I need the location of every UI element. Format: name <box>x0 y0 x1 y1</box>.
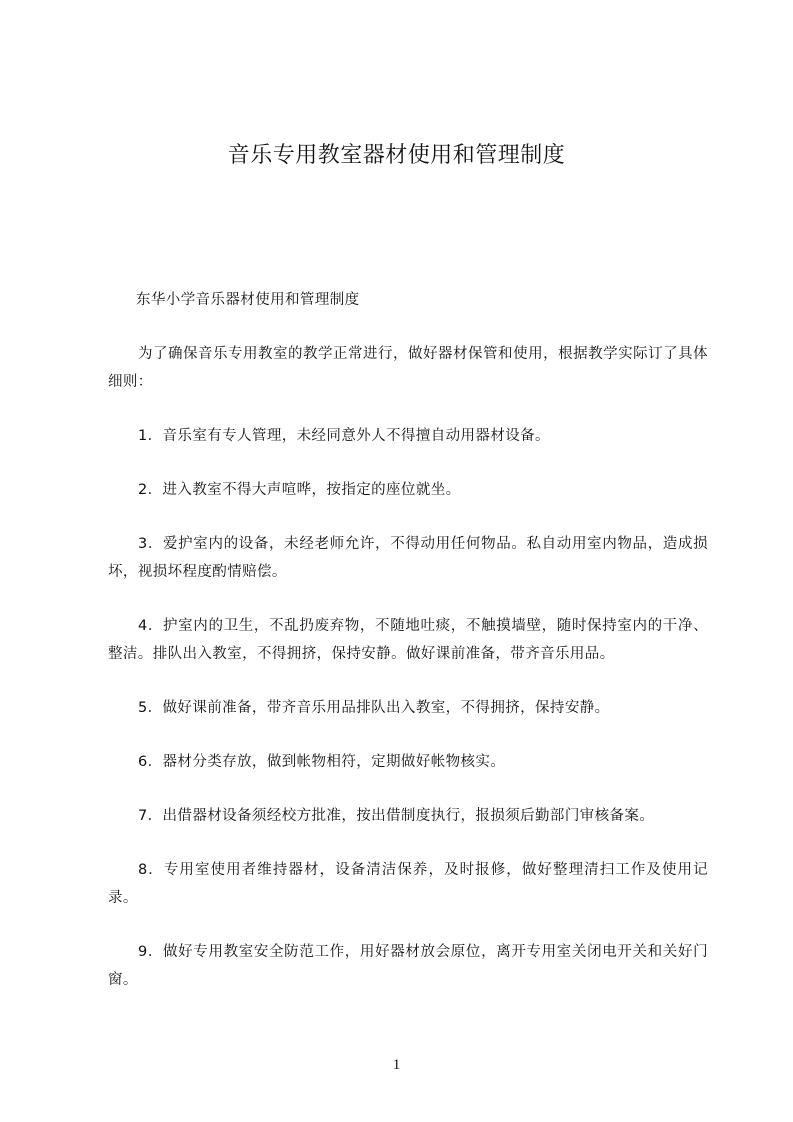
rule-item-8: 8．专用室使用者维持器材，设备清洁保养，及时报修，做好整理清扫工作及使用记录。 <box>108 862 708 906</box>
document-subtitle: 东华小学音乐器材使用和管理制度 <box>136 292 360 308</box>
page-title: 音乐专用教室器材使用和管理制度 <box>227 143 566 168</box>
document-body <box>108 286 708 1020</box>
rule-item-6: 6．器材分类存放，做到帐物相符，定期做好帐物核实。 <box>138 754 506 770</box>
rule-item-7: 7．出借器材设备须经校方批准，按出借制度执行，报损须后勤部门审核备案。 <box>138 808 655 824</box>
rule-item-5: 5．做好课前准备，带齐音乐用品排队出入教室，不得拥挤，保持安静。 <box>138 700 610 716</box>
rule-item-9: 9．做好专用教室安全防范工作，用好器材放会原位，离开专用室关闭电开关和关好门窗。 <box>108 944 708 988</box>
rule-item-3: 3．爱护室内的设备，未经老师允许，不得动用任何物品。私自动用室内物品，造成损坏，视损坏程度酌情赔偿。 <box>108 536 708 580</box>
page-number: 1 <box>392 1057 401 1073</box>
rule-item-2: 2．进入教室不得大声喧哗，按指定的座位就坐。 <box>138 482 461 498</box>
rule-item-1: 1．音乐室有专人管理，未经同意外人不得擅自动用器材设备。 <box>138 428 550 444</box>
rule-item-4: 4．护室内的卫生，不乱扔废弃物，不随地吐痰，不触摸墙壁，随时保持室内的干净、整洁。排队出入教室，不得拥挤，保持安静。做好课前准备，带齐音乐用品。 <box>108 618 708 662</box>
intro-paragraph: 为了确保音乐专用教室的教学正常进行，做好器材保管和使用，根据教学实际订了具体细则： <box>108 346 708 390</box>
